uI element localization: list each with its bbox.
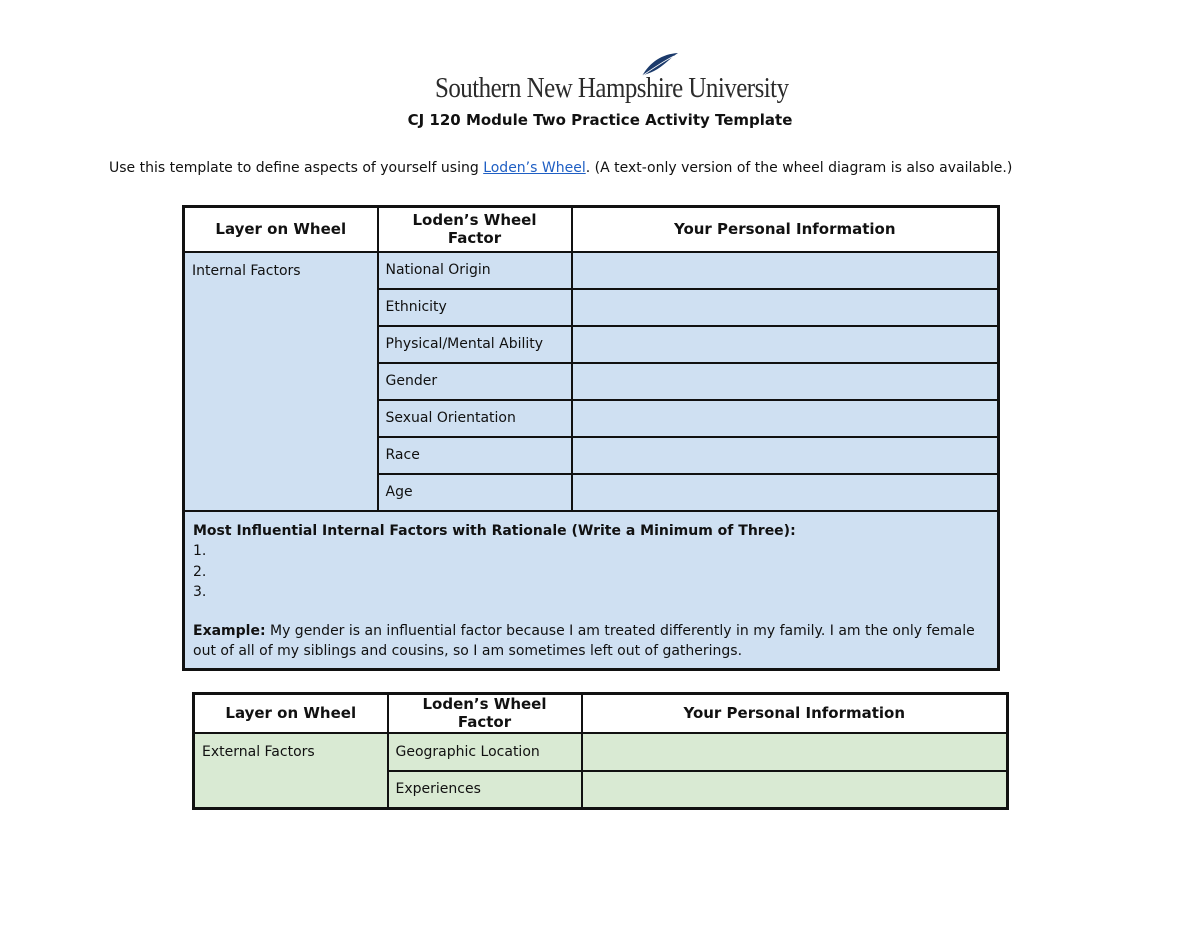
- factor-experiences: Experiences: [388, 771, 582, 809]
- header-personal-info: Your Personal Information: [582, 694, 1008, 733]
- factor-sexual-orientation: Sexual Orientation: [378, 400, 572, 437]
- internal-factors-table: [182, 205, 1000, 671]
- summary-example: [193, 621, 989, 662]
- university-logo: [435, 52, 789, 104]
- header-personal-info: Your Personal Information: [572, 207, 999, 252]
- factor-race: Race: [378, 437, 572, 474]
- summary-heading: Most Influential Internal Factors with Rationale (Write a Minimum of Three):: [193, 522, 796, 539]
- info-national-origin[interactable]: [572, 252, 999, 289]
- info-gender[interactable]: [572, 363, 999, 400]
- factor-age: Age: [378, 474, 572, 511]
- info-age[interactable]: [572, 474, 999, 511]
- info-ethnicity[interactable]: [572, 289, 999, 326]
- lodens-wheel-link[interactable]: Loden’s Wheel: [483, 160, 586, 176]
- info-experiences[interactable]: [582, 771, 1008, 809]
- layer-internal-factors: Internal Factors: [184, 252, 378, 511]
- summary-item-2: 2.: [193, 563, 207, 580]
- external-factors-table: [192, 692, 1009, 810]
- influential-factors-response[interactable]: [184, 511, 999, 670]
- intro-text-before: Use this template to define aspects of yourself using: [109, 160, 484, 176]
- layer-external-factors: External Factors: [194, 733, 388, 809]
- header-factor: Loden’s Wheel Factor: [388, 694, 582, 733]
- summary-item-3: 3.: [193, 584, 207, 600]
- intro-text-after: . (A text-only version of the wheel diagram is also available.): [585, 160, 1013, 176]
- example-text: My gender is an influential factor because I am treated differently in my family. I am the only female out of all of my siblings and cousins, so I am sometimes left out of gatherings.: [193, 622, 975, 659]
- factor-physical-mental-ability: Physical/Mental Ability: [378, 326, 572, 363]
- info-sexual-orientation[interactable]: [572, 400, 999, 437]
- header-layer: Layer on Wheel: [194, 694, 388, 733]
- header-factor: Loden’s Wheel Factor: [378, 207, 572, 252]
- summary-item-1: 1.: [193, 543, 207, 559]
- factor-ethnicity: Ethnicity: [378, 289, 572, 326]
- logo-text: Southern New Hampshire University: [435, 72, 789, 104]
- factor-national-origin: National Origin: [378, 252, 572, 289]
- factor-geographic-location: Geographic Location: [388, 733, 582, 771]
- info-physical-mental-ability[interactable]: [572, 326, 999, 363]
- info-race[interactable]: [572, 437, 999, 474]
- factor-gender: Gender: [378, 363, 572, 400]
- feather-icon: [640, 52, 680, 78]
- info-geographic-location[interactable]: [582, 733, 1008, 771]
- header-layer: Layer on Wheel: [184, 207, 378, 252]
- document-title: CJ 120 Module Two Practice Activity Template: [407, 111, 793, 129]
- intro-paragraph: [109, 160, 1012, 176]
- example-label: Example:: [193, 622, 266, 639]
